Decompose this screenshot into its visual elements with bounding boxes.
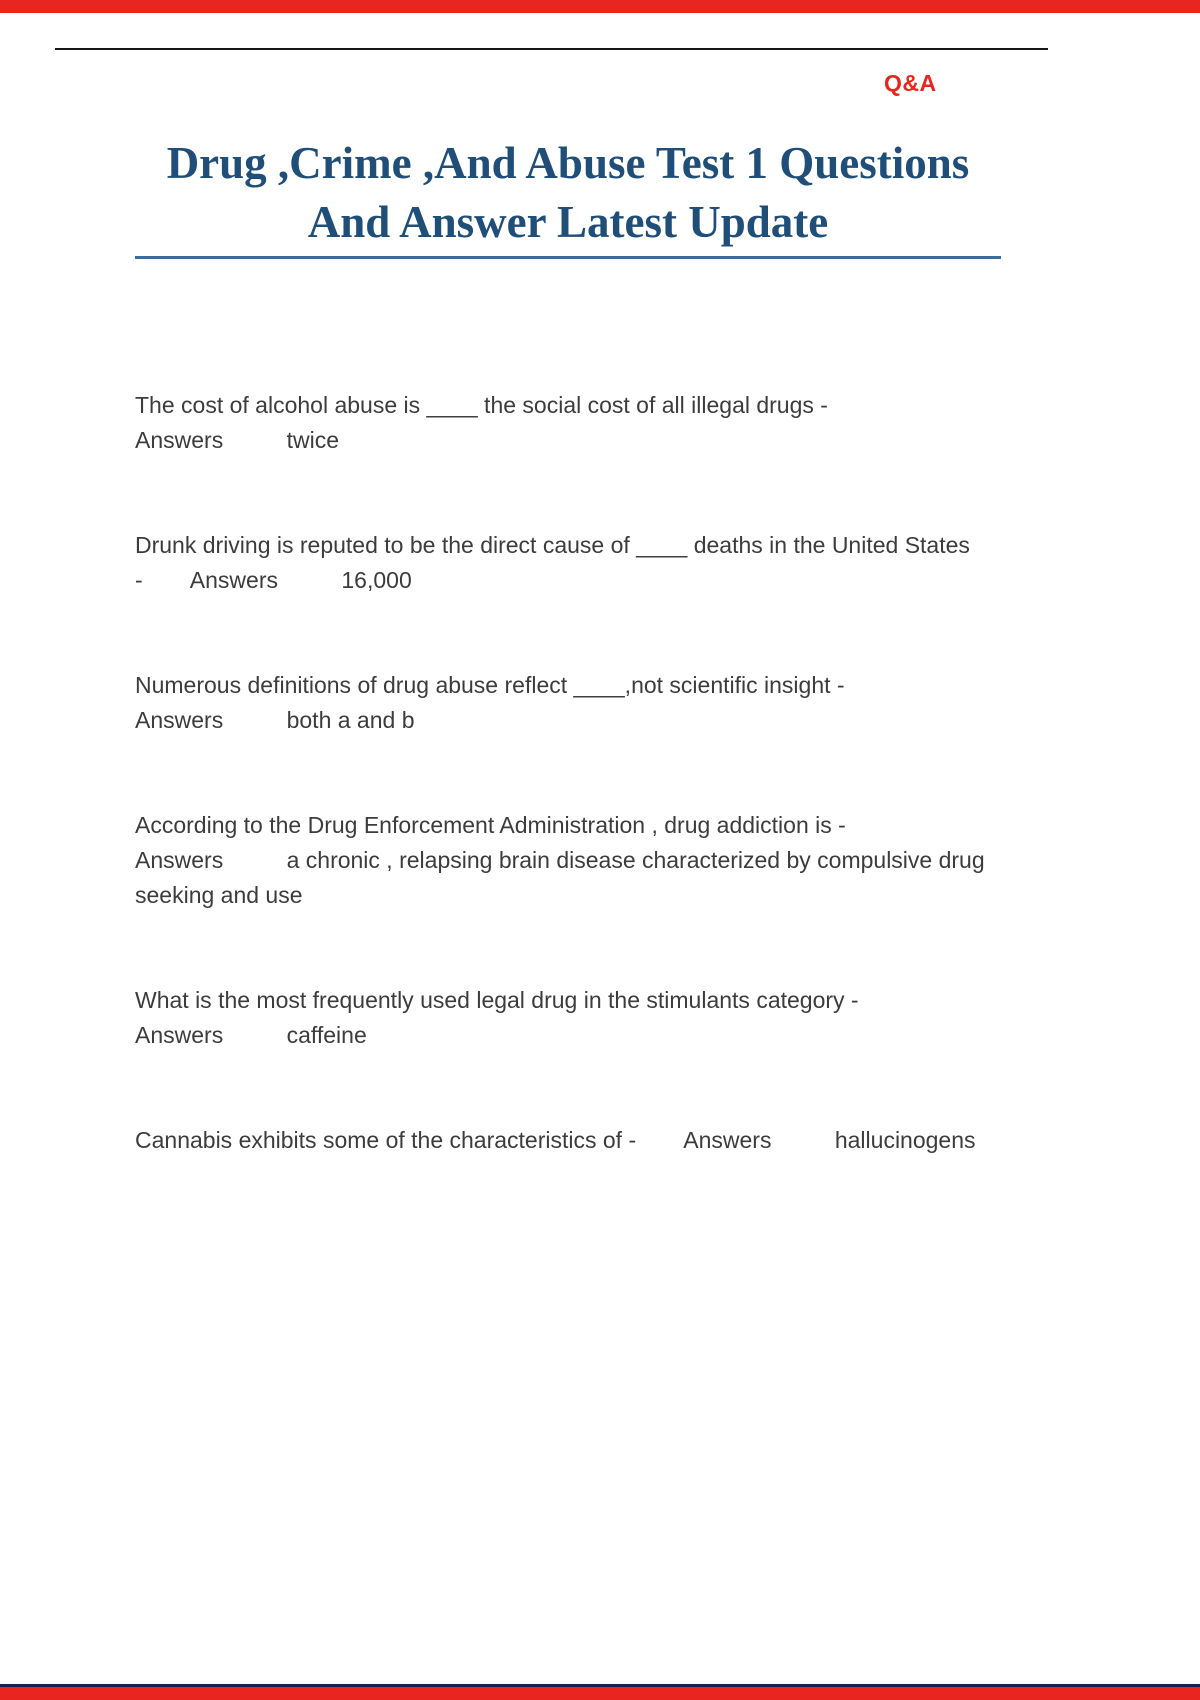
answer-text: 16,000 <box>341 567 412 593</box>
document-title-line1: Drug ,Crime ,And Abuse Test 1 Questions <box>166 138 970 188</box>
document-title <box>135 134 1001 252</box>
qa-item <box>135 388 990 458</box>
qa-item <box>135 668 990 738</box>
answer-text: caffeine <box>286 1022 367 1048</box>
question-text: Cannabis exhibits some of the characteristics of - <box>135 1127 637 1153</box>
answer-text: a chronic , relapsing brain disease characterized by compulsive drug seeking and use <box>135 847 985 908</box>
answers-label: Answers <box>683 1127 772 1153</box>
answers-label: Answers <box>135 427 224 453</box>
question-text: According to the Drug Enforcement Administration , drug addiction is - <box>135 812 846 838</box>
header-rule <box>55 48 1048 50</box>
qa-item <box>135 808 990 913</box>
top-red-bar <box>0 0 1200 13</box>
qa-list <box>135 388 990 1228</box>
answers-label: Answers <box>135 847 224 873</box>
qa-badge: Q&A <box>884 70 937 96</box>
bottom-red-bar <box>0 1687 1200 1700</box>
document-title-line2: And Answer Latest Update <box>307 197 829 247</box>
question-text: Numerous definitions of drug abuse reflect ____,not scientific insight - <box>135 672 845 698</box>
question-text: What is the most frequently used legal drug in the stimulants category - <box>135 987 859 1013</box>
answer-text: both a and b <box>286 707 415 733</box>
question-text: Drunk driving is reputed to be the direct cause of ____ deaths in the United States - <box>135 532 970 593</box>
answer-text: hallucinogens <box>834 1127 976 1153</box>
title-underline <box>135 256 1001 259</box>
question-text: The cost of alcohol abuse is ____ the social cost of all illegal drugs - <box>135 392 828 418</box>
qa-item <box>135 528 990 598</box>
answers-label: Answers <box>189 567 278 593</box>
answers-label: Answers <box>135 707 224 733</box>
qa-item <box>135 983 990 1053</box>
answer-text: twice <box>286 427 339 453</box>
qa-item <box>135 1123 990 1158</box>
answers-label: Answers <box>135 1022 224 1048</box>
